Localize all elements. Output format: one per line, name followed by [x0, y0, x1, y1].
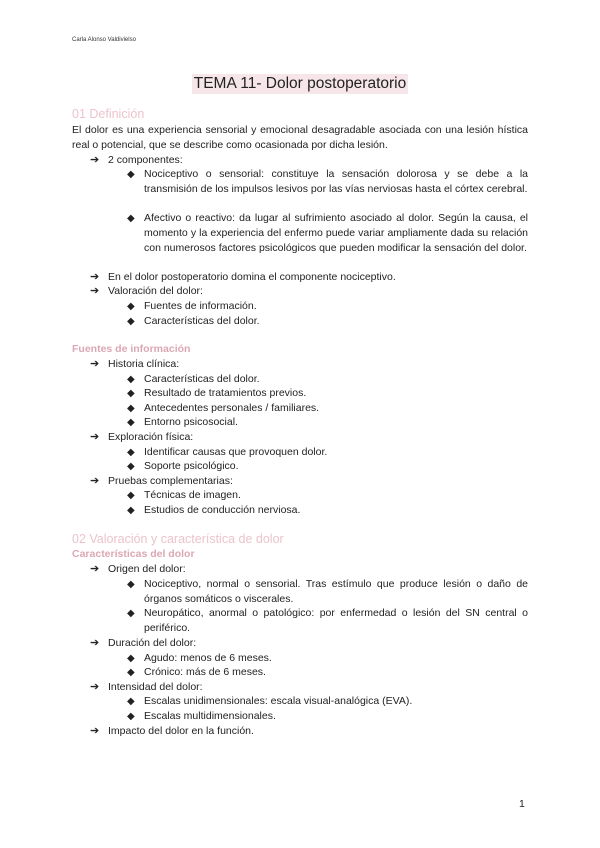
list-item-historia: ➔ Historia clínica: [90, 358, 180, 370]
list-item: ◆ Crónico: más de 6 meses. [127, 666, 266, 678]
arrow-icon: ➔ [90, 271, 100, 283]
arrow-icon: ➔ [90, 358, 100, 370]
list-item-components: ➔ 2 componentes: [90, 154, 183, 166]
author-name: Carla Alonso Valdivielso [72, 37, 136, 43]
section-heading-valoracion: 02 Valoración y característica de dolor [72, 532, 284, 546]
list-item: ◆ Nociceptivo, normal o sensorial. Tras estímulo que produce lesión o daño de órganos somáticos o viscerales. [127, 578, 528, 605]
diamond-bullet-icon: ◆ [127, 417, 135, 428]
diamond-bullet-icon: ◆ [127, 667, 135, 678]
arrow-icon: ➔ [90, 681, 100, 693]
list-item: ◆ Técnicas de imagen. [127, 489, 241, 501]
diamond-bullet-icon: ◆ [127, 653, 135, 664]
list-item: ◆ Antecedentes personales / familiares. [127, 402, 320, 414]
definition-paragraph: El dolor es una experiencia sensorial y emocional desagradable asociada con una lesión hística real o potencial, que se describe como ocasionada por dicha lesión. [72, 124, 528, 151]
list-item: ◆ Escalas unidimensionales: escala visual-analógica (EVA). [127, 695, 413, 707]
list-item-pruebas: ➔ Pruebas complementarias: [90, 475, 233, 487]
arrow-icon: ➔ [90, 154, 100, 166]
list-item-origen: ➔ Origen del dolor: [90, 563, 186, 575]
list-item-impacto: ➔ Impacto del dolor en la función. [90, 725, 254, 737]
arrow-icon: ➔ [90, 475, 100, 487]
title-container [0, 74, 600, 94]
diamond-bullet-icon: ◆ [127, 316, 135, 327]
arrow-icon: ➔ [90, 637, 100, 649]
list-item: ◆ Neuropático, anormal o patológico: por enfermedad o lesión del SN central o periférico. [127, 607, 528, 634]
page-title: TEMA 11- Dolor postoperatorio [193, 75, 407, 92]
list-item: ◆ Agudo: menos de 6 meses. [127, 652, 272, 664]
list-item: ◆ Escalas multidimensionales. [127, 710, 276, 722]
list-item-duracion: ➔ Duración del dolor: [90, 637, 197, 649]
diamond-bullet-icon: ◆ [127, 711, 135, 722]
diamond-bullet-icon: ◆ [127, 579, 135, 590]
list-item-nociceptivo: ◆ Nociceptivo o sensorial: constituye la sensación dolorosa y se debe a la transmisión de los impulsos lesivos por las vías nerviosas hasta el córtex cerebral. [127, 168, 528, 195]
diamond-bullet-icon: ◆ [127, 608, 135, 619]
list-item-intensidad: ➔ Intensidad del dolor: [90, 681, 203, 693]
section-heading-definicion: 01 Definición [72, 107, 145, 121]
diamond-bullet-icon: ◆ [127, 169, 135, 180]
diamond-bullet-icon: ◆ [127, 696, 135, 707]
arrow-icon: ➔ [90, 563, 100, 575]
diamond-bullet-icon: ◆ [127, 213, 135, 224]
list-item: ◆ Resultado de tratamientos previos. [127, 387, 307, 399]
subheading-fuentes: Fuentes de información [72, 343, 191, 355]
list-item: ◆ Identificar causas que provoquen dolor. [127, 446, 328, 458]
list-item-postop: ➔ En el dolor postoperatorio domina el componente nociceptivo. [90, 271, 396, 283]
diamond-bullet-icon: ◆ [127, 505, 135, 516]
list-item-afectivo: ◆ Afectivo o reactivo: da lugar al sufrimiento asociado al dolor. Según la causa, el momento y la experiencia del enfermo puede variar ampliamente dada su relación con numerosos factores psicológicos que pueden modificar la sensación del dolor. [127, 212, 528, 254]
diamond-bullet-icon: ◆ [127, 447, 135, 458]
list-item: ◆ Soporte psicológico. [127, 460, 239, 472]
diamond-bullet-icon: ◆ [127, 403, 135, 414]
list-item: ◆ Estudios de conducción nerviosa. [127, 504, 301, 516]
list-item: ◆ Características del dolor. [127, 315, 260, 327]
arrow-icon: ➔ [90, 431, 100, 443]
list-item: ◆ Entorno psicosocial. [127, 416, 238, 428]
subheading-caracteristicas: Características del dolor [72, 548, 195, 560]
page-number: 1 [519, 798, 525, 810]
arrow-icon: ➔ [90, 285, 100, 297]
diamond-bullet-icon: ◆ [127, 490, 135, 501]
list-item-exploracion: ➔ Exploración física: [90, 431, 194, 443]
diamond-bullet-icon: ◆ [127, 374, 135, 385]
list-item: ◆ Características del dolor. [127, 373, 260, 385]
list-item: ◆ Fuentes de información. [127, 300, 257, 312]
diamond-bullet-icon: ◆ [127, 388, 135, 399]
list-item-valoracion: ➔ Valoración del dolor: [90, 285, 203, 297]
arrow-icon: ➔ [90, 725, 100, 737]
diamond-bullet-icon: ◆ [127, 301, 135, 312]
diamond-bullet-icon: ◆ [127, 461, 135, 472]
